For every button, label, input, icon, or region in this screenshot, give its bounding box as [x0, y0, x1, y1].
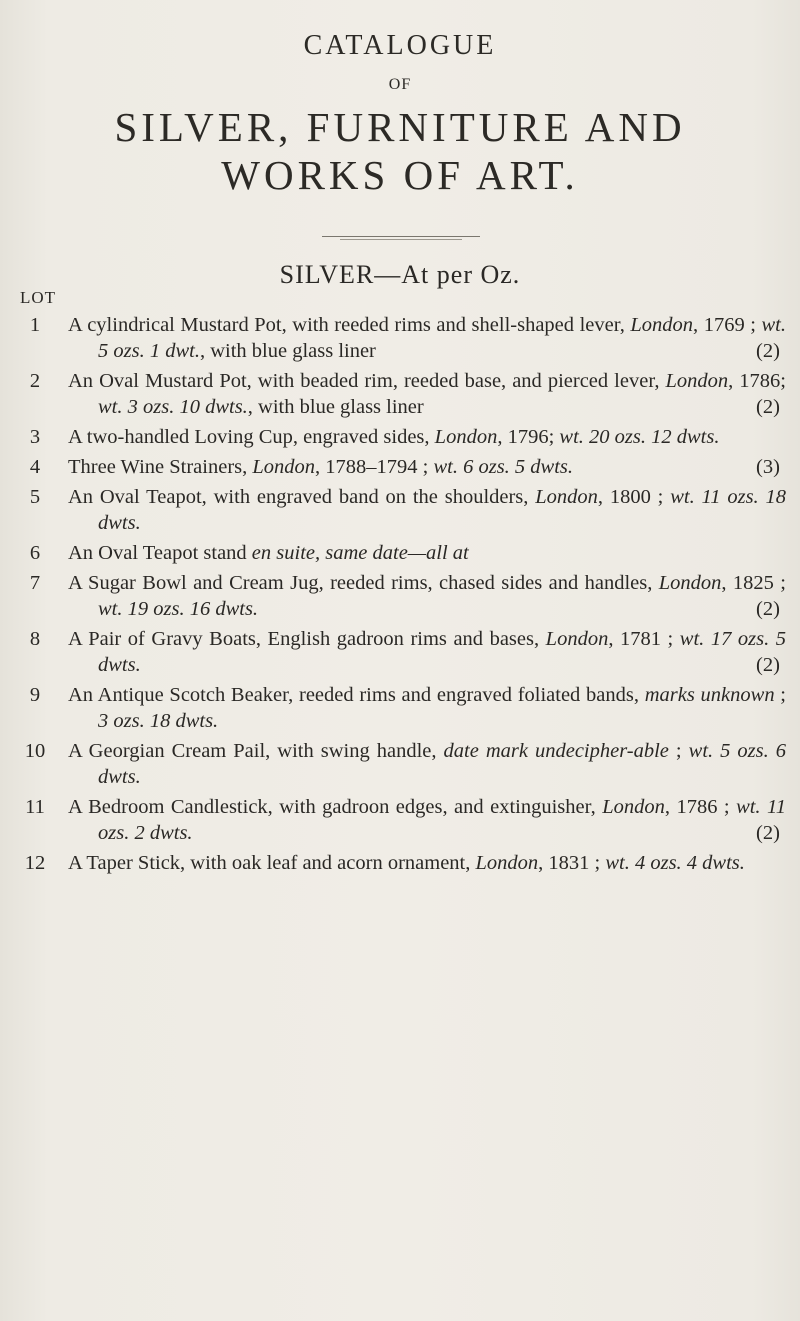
lot-item	[0, 368, 800, 420]
lot-description: A cylindrical Mustard Pot, with reeded rims and shell-shaped lever, London, 1769 ; wt. 5 ozs. 1 dwt., with blue glass liner (2)	[68, 314, 786, 362]
lot-number: 4	[29, 456, 41, 478]
lot-item	[0, 626, 800, 678]
lot-item	[0, 424, 800, 450]
lot-number: 2	[29, 370, 41, 392]
lot-number: 7	[29, 572, 41, 594]
catalogue-title: CATALOGUE	[303, 30, 497, 61]
lot-description: An Oval Teapot, with engraved band on the shoulders, London, 1800 ; wt. 11 ozs. 18 dwts.	[68, 486, 786, 534]
lot-description: A Taper Stick, with oak leaf and acorn ornament, London, 1831 ; wt. 4 ozs. 4 dwts.	[68, 852, 745, 874]
lot-number: 6	[29, 542, 41, 564]
lot-number: 3	[29, 426, 41, 448]
lot-number: 10	[24, 740, 46, 762]
lot-number: 11	[25, 796, 45, 818]
lot-column-header: LOT	[20, 288, 57, 307]
lot-item	[0, 484, 800, 536]
heading-rule-secondary	[340, 239, 462, 240]
lot-description: A Pair of Gravy Boats, English gadroon rims and bases, London, 1781 ; wt. 17 ozs. 5 dwts. (2)	[68, 628, 787, 676]
lot-description: A two-handled Loving Cup, engraved sides, London, 1796; wt. 20 ozs. 12 dwts.	[68, 426, 720, 448]
lot-description: An Antique Scotch Beaker, reeded rims and engraved foliated bands, marks unknown ; 3 ozs. 18 dwts.	[68, 684, 786, 732]
subject-line-2: WORKS OF ART.	[221, 152, 579, 198]
lot-number: 12	[24, 852, 46, 874]
lot-description: A Georgian Cream Pail, with swing handle, date mark undecipher-able ; wt. 5 ozs. 6 dwts.	[68, 740, 787, 788]
lot-description: An Oval Mustard Pot, with beaded rim, reeded base, and pierced lever, London, 1786; wt. 3 ozs. 10 dwts., with blue glass liner (2)	[68, 370, 786, 418]
lot-number: 5	[29, 486, 41, 508]
section-title: SILVER—At per Oz.	[279, 260, 521, 289]
lot-list	[0, 312, 800, 876]
lot-description: Three Wine Strainers, London, 1788–1794 ; wt. 6 ozs. 5 dwts. (3)	[68, 456, 780, 478]
lot-description: A Sugar Bowl and Cream Jug, reeded rims, chased sides and handles, London, 1825 ; wt. 19 ozs. 16 dwts. (2)	[68, 572, 786, 620]
lot-item	[0, 570, 800, 622]
lot-item	[0, 850, 800, 876]
lot-item	[0, 454, 800, 480]
lot-item	[0, 540, 800, 566]
catalogue-subject	[0, 103, 800, 199]
lot-description: An Oval Teapot stand en suite, same date—all at	[68, 542, 469, 564]
lot-number: 1	[29, 314, 41, 336]
lot-number: 8	[29, 628, 41, 650]
lot-description: A Bedroom Candlestick, with gadroon edges, and extinguisher, London, 1786 ; wt. 11 ozs. 2 dwts. (2)	[68, 796, 786, 844]
lot-item	[0, 794, 800, 846]
lot-number: 9	[29, 684, 41, 706]
catalogue-of: OF	[388, 76, 412, 93]
lot-item	[0, 312, 800, 364]
subject-line-1: SILVER, FURNITURE AND	[114, 104, 686, 150]
lot-item	[0, 738, 800, 790]
heading-rule	[322, 236, 480, 237]
lot-item	[0, 682, 800, 734]
